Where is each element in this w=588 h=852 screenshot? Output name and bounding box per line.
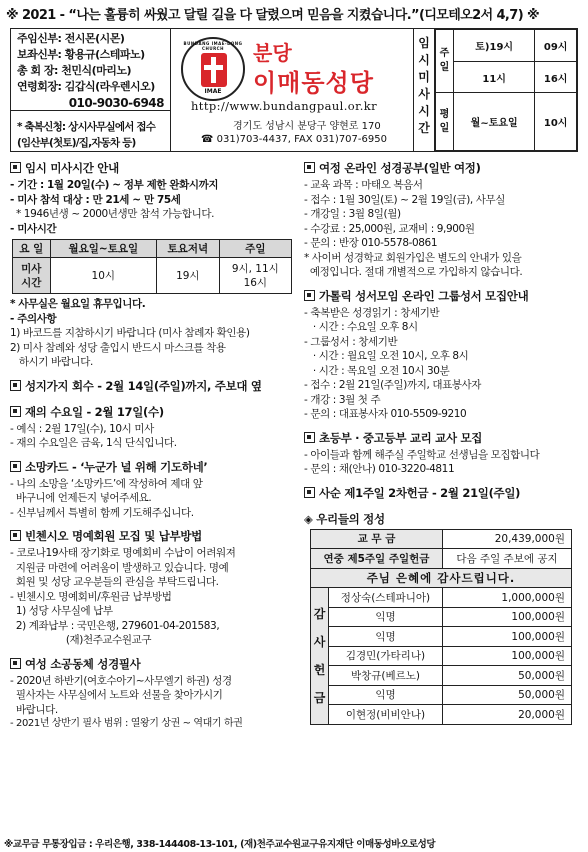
cross-icon — [201, 53, 227, 87]
church-tel: ☎ 031)703-4437, FAX 031)707-6950 — [201, 134, 387, 145]
checkbox-icon — [304, 290, 315, 301]
text-line: - 접수 : 2월 21일(주일)까지, 대표봉사자 — [304, 379, 482, 391]
table-header: 월요일~토요일 — [50, 240, 156, 258]
text-line: - 개강일 : 3월 8일(월) — [304, 208, 401, 220]
seal-ring-text: BUNDANG IMAE-DONG CHURCH — [183, 41, 243, 51]
staff-line: 총 회 장: 천민식(마리노) — [17, 64, 132, 77]
text-line: - 주의사항 — [10, 312, 57, 325]
checkbox-icon — [304, 162, 315, 173]
notice-line: (임산부(첫토)/집,자동차 등) — [17, 137, 136, 149]
text-line: 하시기 바랍니다. — [10, 356, 93, 368]
section-title: 여정 온라인 성경공부(일반 여정) — [304, 160, 580, 176]
text-line: (재)천주교수원교구 — [10, 634, 152, 646]
seal-mark-text: IMAE — [204, 88, 222, 95]
donor-name: 이현정(비비안나) — [329, 705, 443, 725]
blessing-notice — [11, 111, 170, 151]
text-line: - 신부님께서 특별히 함께 기도해주십니다. — [10, 506, 194, 519]
donor-amount: 50,000원 — [442, 666, 571, 686]
section-title: 빈첸시오 명예회원 모집 및 납부방법 — [10, 528, 300, 544]
table-cell: 9시, 11시 16시 — [219, 258, 291, 294]
text-line: - 축복받은 성경읽기 : 창세기반 — [304, 306, 440, 319]
temp-mass-schedule — [413, 29, 577, 151]
donor-name: 익명 — [329, 627, 443, 647]
sunday-label: 주 일 — [436, 30, 454, 93]
section-title: 여성 소공동체 성경필사 — [10, 656, 300, 672]
table-cell: 10시 — [50, 258, 156, 294]
checkbox-icon — [10, 530, 21, 541]
donor-amount: 100,000원 — [442, 646, 571, 666]
mass-cell: 16시 — [535, 61, 577, 93]
church-title-small: 분당 — [253, 41, 292, 65]
text-line: · 시간 : 수요일 오후 8시 — [304, 321, 418, 333]
staff-list — [11, 29, 170, 111]
mass-cell: 토)19시 — [454, 30, 535, 62]
church-logo-block — [173, 29, 413, 151]
checkbox-icon — [10, 406, 21, 417]
checkbox-icon — [10, 380, 21, 391]
offer-label: 연중 제5주일 주일헌금 — [311, 549, 443, 569]
table-cell: 19시 — [157, 258, 220, 294]
text-line: · 시간 : 월요일 오전 10시, 오후 8시 — [304, 350, 469, 362]
section-title: 사순 제1주일 2차헌금 - 2월 21일(주일) — [304, 485, 580, 501]
offering-table — [310, 529, 572, 725]
text-line: - 예식 : 2월 17일(수), 10시 미사 — [10, 422, 154, 435]
s1-lines — [10, 178, 300, 236]
text-line: - 미사 참석 대상 : 만 21세 ~ 만 75세 — [10, 193, 181, 206]
staff-line: 주임신부: 전시몬(시몬) — [17, 32, 125, 45]
donor-amount: 1,000,000원 — [442, 588, 571, 608]
church-title: 이매동성당 — [253, 69, 374, 97]
text-line: - 빈첸시오 명예회비/후원금 납부방법 — [10, 590, 172, 603]
staff-phone: 010-9030-6948 — [68, 96, 164, 110]
checkbox-icon — [10, 162, 21, 173]
donor-amount: 20,000원 — [442, 705, 571, 725]
text-line: - 문의 : 채(안나) 010-3220-4811 — [304, 463, 455, 475]
church-seal-icon — [181, 37, 245, 101]
text-line: - 코로나19사태 장기화로 명예회비 수납이 어려워져 — [10, 547, 236, 559]
text-line: · 시간 : 목요일 오전 10시 30분 — [304, 364, 450, 377]
staff-box — [11, 29, 171, 151]
mass-cell: 월~토요일 — [454, 93, 535, 151]
text-line: - 교육 과목 : 마태오 복음서 — [304, 179, 423, 191]
text-line: - 개강 : 3월 첫 주 — [304, 393, 381, 406]
table-header: 주일 — [219, 240, 291, 258]
text-line: - 접수 : 1월 30일(토) ~ 2월 19일(금), 사무실 — [304, 193, 506, 206]
text-line: - 미사시간 — [10, 222, 57, 235]
mass-time-table — [12, 239, 292, 294]
mass-cell: 11시 — [454, 61, 535, 93]
text-line: 지원금 마련에 어려움이 발생하고 있습니다. 명예 — [10, 561, 229, 574]
text-line: - 문의 : 대표봉사자 010-5509-9210 — [304, 408, 467, 420]
section-title: 임시 미사시간 안내 — [10, 160, 300, 176]
donor-amount: 50,000원 — [442, 685, 571, 705]
church-url[interactable]: http://www.bundangpaul.or.kr — [191, 99, 378, 113]
text-line: 예정입니다. 절대 개별적으로 가입하지 않습니다. — [304, 266, 523, 278]
donor-amount: 100,000원 — [442, 627, 571, 647]
text-line: 1) 바코드를 지참하시기 바랍니다 (미사 참례자 확인용) — [10, 327, 250, 339]
footer-account: ※교무금 무통장입금 : 우리은행, 338-144408-13-101, (재)천주교수원교구유지재단 이매동성바오로성당 — [4, 839, 436, 850]
text-line: 2) 미사 참례와 성당 출입시 반드시 마스크를 착용 — [10, 341, 226, 354]
offer-title: ◈ 우리들의 정성 — [304, 511, 385, 526]
text-line: 1) 성당 사무실에 납부 — [10, 605, 113, 617]
table-row-label: 미사 시간 — [13, 258, 51, 294]
text-line: - 재의 수요일은 금육, 1식 단식입니다. — [10, 437, 177, 449]
text-line: - 수강료 : 25,000원, 교재비 : 9,900원 — [304, 222, 475, 235]
text-line: - 2020년 하반기(여호수아기~사무엘기 하권) 성경 — [10, 674, 232, 687]
text-line: - 문의 : 반장 010-5578-0861 — [304, 237, 438, 249]
checkbox-icon — [304, 432, 315, 443]
notice-line: * 축복신청: 상시사무실에서 접수 — [17, 121, 156, 133]
checkbox-icon — [10, 658, 21, 669]
text-line: 회원 및 성당 교우분들의 관심을 부탁드립니다. — [10, 576, 219, 588]
weekday-label: 평 일 — [436, 93, 454, 151]
donor-name: 정상숙(스테파니아) — [329, 588, 443, 608]
donor-name: 익명 — [329, 685, 443, 705]
mass-vertical-label: 임 시 미 사 시 간 — [413, 29, 435, 151]
staff-line: 보좌신부: 황용규(스테파노) — [17, 48, 145, 61]
section-title: 성지가지 회수 - 2월 14일(주일)까지, 주보대 옆 — [10, 378, 300, 394]
text-line: - 2021년 상반기 필사 범위 : 열왕기 상권 ~ 역대기 하권 — [10, 718, 243, 729]
section-title: 소망카드 - ‘누군가 널 위해 기도하네’ — [10, 459, 300, 475]
church-address: 경기도 성남시 분당구 양현로 170 — [233, 121, 381, 132]
mass-table — [435, 29, 577, 151]
header-panel — [10, 28, 578, 152]
offer-value: 20,439,000원 — [442, 529, 571, 549]
section-title: 초등부 · 중고등부 교리 교사 모집 — [304, 430, 580, 446]
left-column — [10, 160, 300, 732]
section-title: 재의 수요일 - 2월 17일(수) — [10, 404, 300, 420]
text-line: 바랍니다. — [10, 703, 58, 716]
text-line: 필사자는 사무실에서 노트와 선물을 찾아가시기 — [10, 689, 223, 701]
thanks-banner: 주님 은혜에 감사드립니다. — [311, 568, 572, 588]
table-header: 요 일 — [13, 240, 51, 258]
donor-name: 박창규(베르노) — [329, 666, 443, 686]
text-line: - 아이들과 함께 해주실 주일학교 선생님을 모집합니다 — [304, 448, 540, 461]
donor-name: 김경민(가타리나) — [329, 646, 443, 666]
text-line: - 나의 소망을 ‘소망카드’에 작성하여 제대 앞 — [10, 477, 203, 490]
text-line: - 기간 : 1월 20일(수) ~ 정부 제한 완화시까지 — [10, 179, 219, 191]
checkbox-icon — [10, 461, 21, 472]
top-quote: ※ 2021 - “나는 훌륭히 싸웠고 달릴 길을 다 달렸으며 믿음을 지켰습니다.”(디모테오2서 4,7) ※ — [6, 8, 540, 23]
checkbox-icon — [304, 487, 315, 498]
donor-amount: 100,000원 — [442, 607, 571, 627]
text-line: - 그룹성서 : 창세기반 — [304, 335, 398, 348]
section-title: 가톨릭 성서모임 온라인 그룹성서 모집안내 — [304, 288, 580, 304]
table-header: 토요저녁 — [157, 240, 220, 258]
donation-label: 감 사 헌 금 — [311, 588, 329, 725]
text-line: 바구니에 언제든지 넣어주세요. — [10, 492, 152, 504]
staff-line: 연령회장: 김갑식(라우렌시오) — [17, 80, 155, 93]
donor-name: 익명 — [329, 607, 443, 627]
text-line: * 사무실은 월요일 휴무입니다. — [10, 298, 146, 310]
mass-cell: 10시 — [535, 93, 577, 151]
text-line: * 1946년생 ~ 2000년생만 참석 가능합니다. — [16, 208, 215, 220]
offer-value: 다음 주일 주보에 공지 — [442, 549, 571, 569]
text-line: * 사이버 성경학교 회원가입은 별도의 안내가 있을 — [304, 251, 522, 264]
text-line: 2) 계좌납부 : 국민은행, 279601-04-201583, — [10, 619, 220, 632]
offer-label: 교 무 금 — [311, 529, 443, 549]
right-column — [304, 160, 580, 725]
mass-cell: 09시 — [535, 30, 577, 62]
